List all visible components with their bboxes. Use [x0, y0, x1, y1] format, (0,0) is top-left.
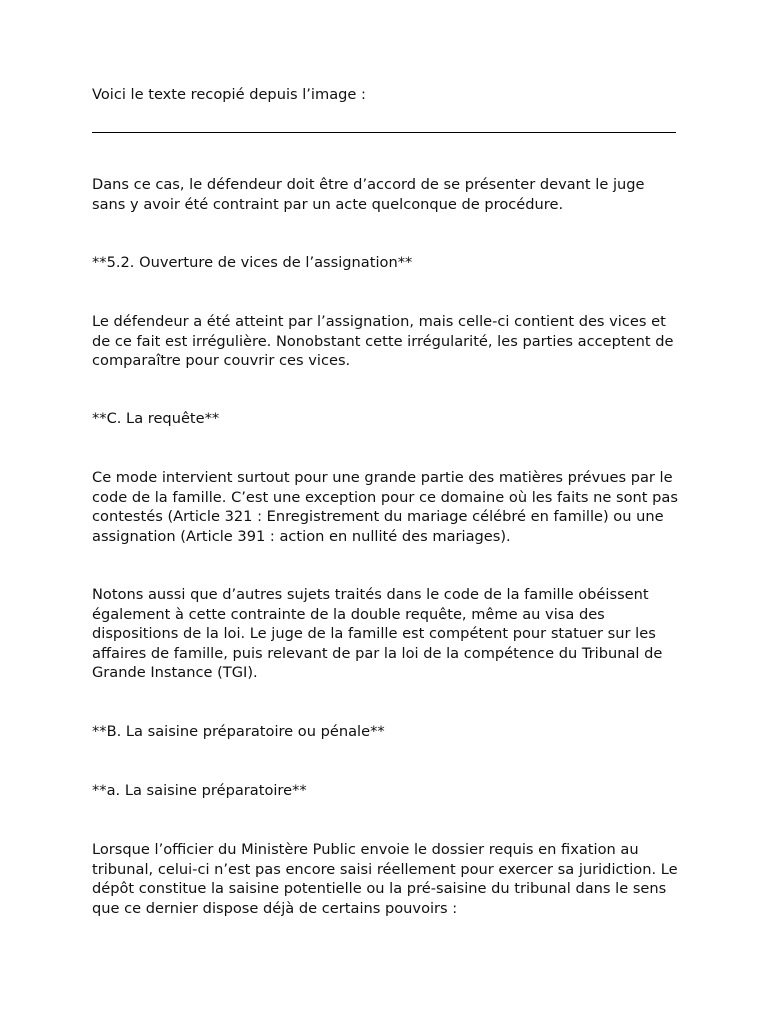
intro-line: Voici le texte recopié depuis l’image :	[92, 86, 366, 103]
paragraph-officier-ministere-public: Lorsque l’officier du Ministère Public envoie le dossier requis en fixation au tribunal, celui-ci n’est pas encore saisi réellement pour exercer sa juridiction. Le dépôt constitue la saisine potentielle ou la pré-saisine du tribunal dans le sens que ce dernier dispose déjà de certains pouvoirs :	[92, 841, 678, 917]
heading-saisine-preparatoire-penale: **B. La saisine préparatoire ou pénale**	[92, 723, 385, 740]
horizontal-divider	[92, 132, 676, 133]
heading-ouverture-vices: **5.2. Ouverture de vices de l’assignation**	[92, 254, 413, 271]
paragraph-defendeur-accord: Dans ce cas, le défendeur doit être d’accord de se présenter devant le juge sans y avoir été contraint par un acte quelconque de procédure.	[92, 176, 645, 213]
heading-requete: **C. La requête**	[92, 410, 220, 427]
paragraph-double-requete: Notons aussi que d’autres sujets traités dans le code de la famille obéissent également à cette contrainte de la double requête, même au visa des dispositions de la loi. Le juge de la famille est compétent pour statuer sur les affaires de famille, puis relevant de par la loi de la compétence du Tribunal de Grande Instance (TGI).	[92, 586, 663, 681]
paragraph-mode-requete: Ce mode intervient surtout pour une grande partie des matières prévues par le code de la famille. C’est une exception pour ce domaine où les faits ne sont pas contestés (Article 321 : Enregistrement du mariage célébré en famille) ou une assignation (Article 391 : action en nullité des mariages).	[92, 469, 678, 545]
paragraph-assignation-vices: Le défendeur a été atteint par l’assignation, mais celle-ci contient des vices et de ce fait est irrégulière. Nonobstant cette irrégularité, les parties acceptent de comparaître pour couvrir ces vices.	[92, 313, 674, 369]
heading-saisine-preparatoire: **a. La saisine préparatoire**	[92, 782, 307, 799]
